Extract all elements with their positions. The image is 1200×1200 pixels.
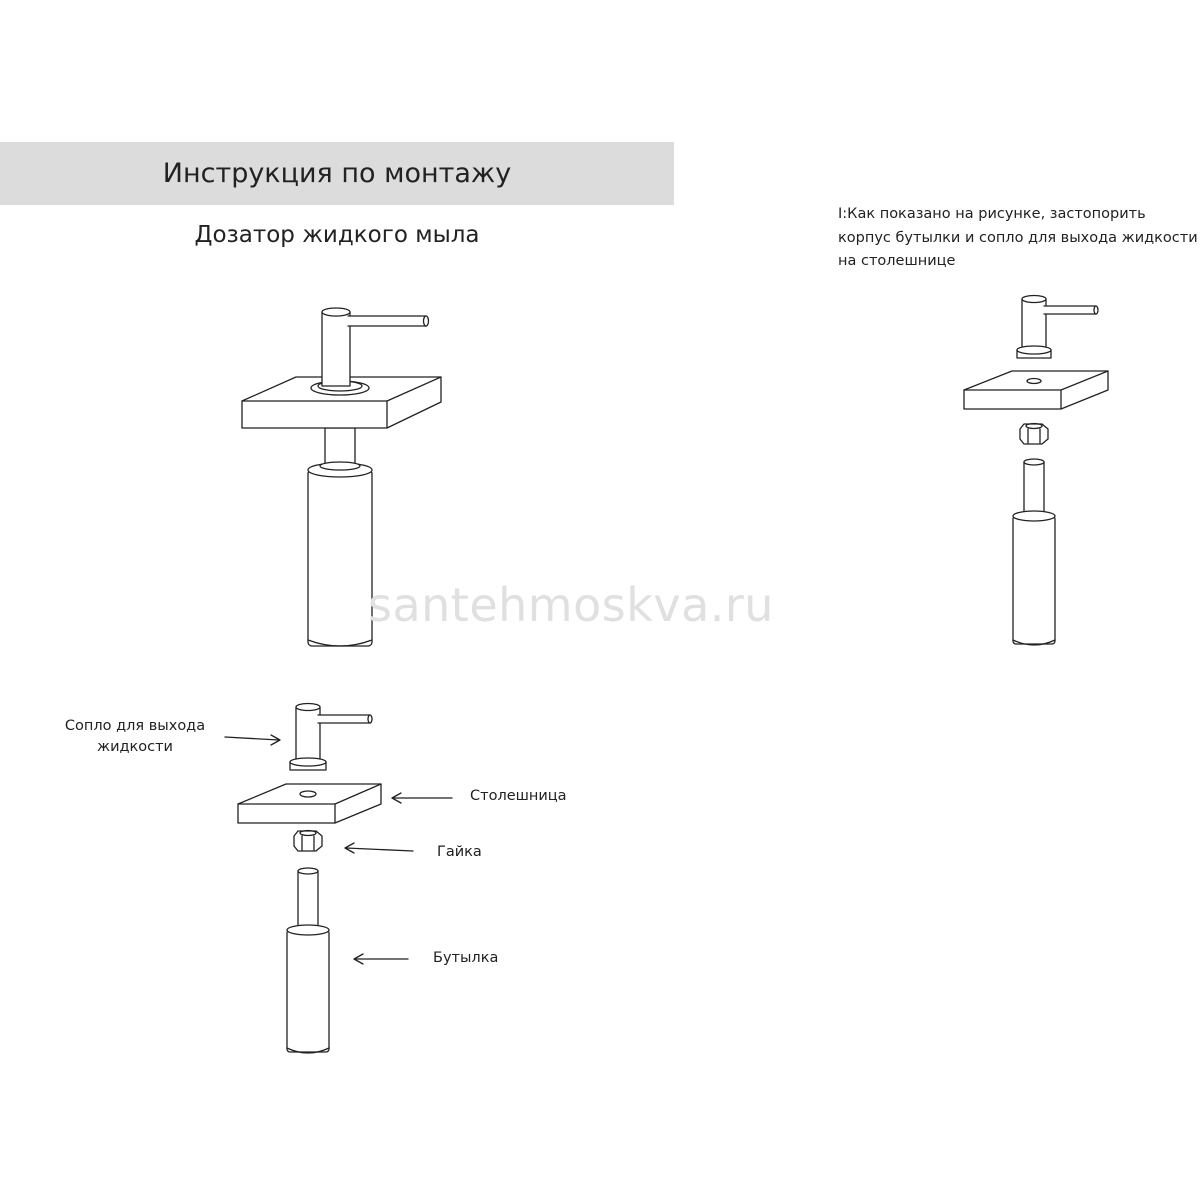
label-bottle: Бутылка [433, 950, 499, 966]
label-nut: Гайка [437, 844, 482, 860]
label-nozzle [40, 716, 230, 758]
watermark: santehmoskva.ru [368, 578, 774, 632]
page-subtitle: Дозатор жидкого мыла [194, 222, 480, 248]
step-1-instruction: I:Как показано на рисунке, застопорить корпус бутылки и сопло для выхода жидкости на столешнице [838, 206, 1198, 269]
nozzle-arrow [225, 735, 280, 745]
countertop-arrow [392, 793, 452, 803]
page-title: Инструкция по монтажу [162, 158, 512, 189]
exploded-view-drawing [238, 704, 381, 1054]
label-nozzle-line2: жидкости [97, 739, 173, 755]
nut-arrow [345, 843, 413, 853]
label-nozzle-line1: Сопло для выхода [64, 718, 206, 734]
step-1-drawing [964, 296, 1108, 646]
bottle-arrow [354, 954, 408, 964]
label-countertop: Столешница [470, 788, 567, 804]
